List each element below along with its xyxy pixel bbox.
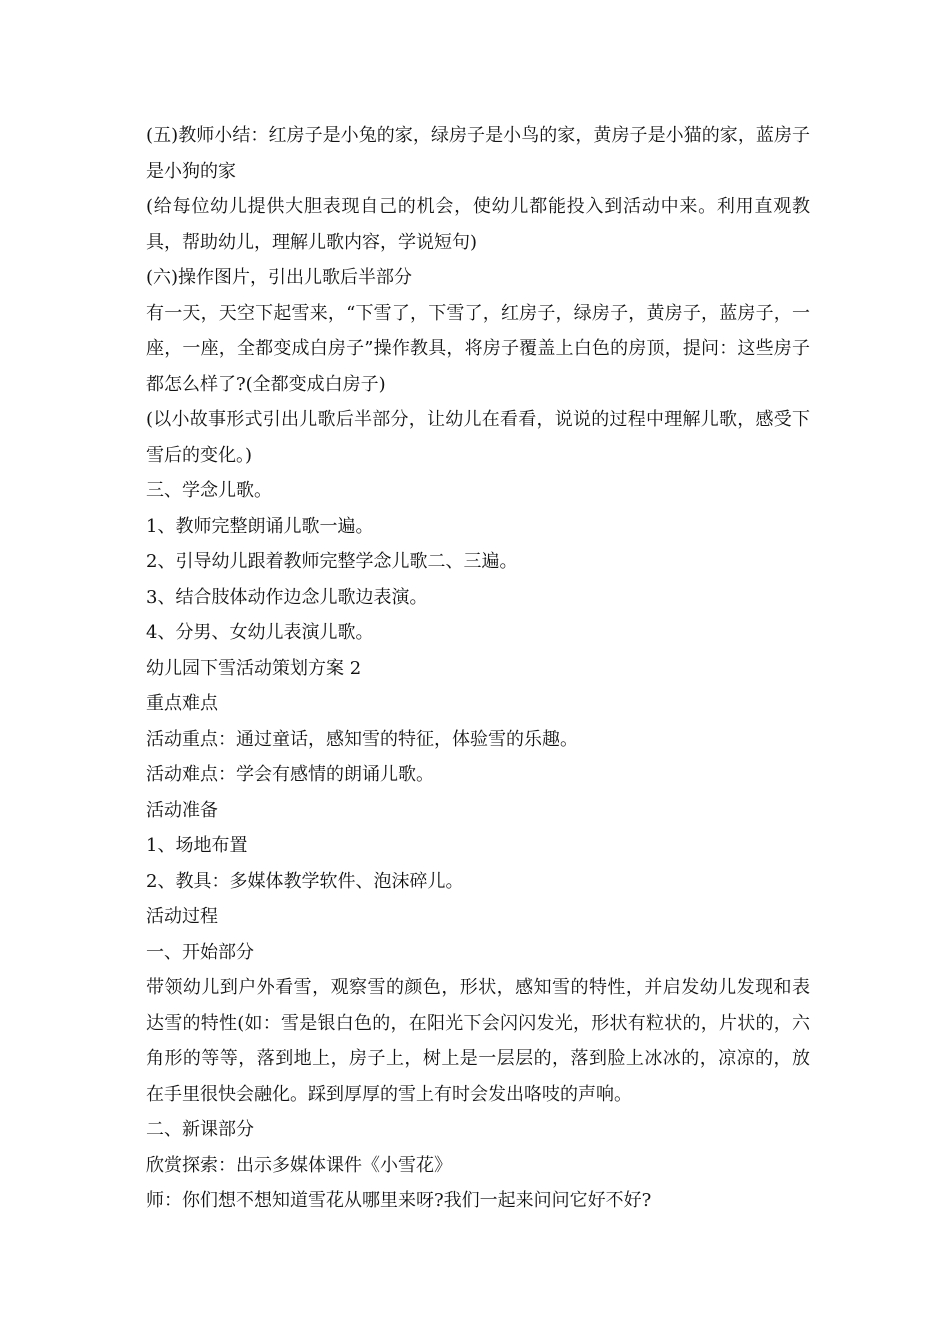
paragraph-snow-story: 有一天，天空下起雪来，“下雪了，下雪了，红房子，绿房子，黄房子，蓝房子，一座，一座，全都变成白房子”操作教具，将房子覆盖上白色的房顶，提问：这些房子都怎么样了?(全都变成白房子) [146,302,810,395]
paragraph-note-story: (以小故事形式引出儿歌后半部分，让幼儿在看看，说说的过程中理解儿歌，感受下雪后的变化。) [146,409,810,466]
section-heading-process: 活动过程 [146,906,218,927]
list-item-2: 2、引导幼儿跟着教师完整学念儿歌二、三遍。 [146,551,518,572]
section-heading-preparation: 活动准备 [146,799,218,821]
prep-item-2: 2、教具：多媒体教学软件、泡沫碎儿。 [146,870,464,892]
list-item-4: 4、分男、女幼儿表演儿歌。 [146,622,374,643]
paragraph-note-opportunity: (给每位幼儿提供大胆表现自己的机会，使幼儿都能投入到活动中来。利用直观教具，帮助幼儿，理解儿歌内容，学说短句) [146,196,810,253]
paragraph-activity-difficulty: 活动难点：学会有感情的朗诵儿歌。 [146,764,434,785]
paragraph-activity-focus: 活动重点：通过童话，感知雪的特征，体验雪的乐趣。 [146,728,578,750]
paragraph-operate-pictures: (六)操作图片，引出儿歌后半部分 [146,267,413,288]
section-heading-start: 一、开始部分 [146,941,254,963]
section-heading-key-points: 重点难点 [146,693,218,714]
section-heading-new-lesson: 二、新课部分 [146,1119,254,1140]
paragraph-observe-snow: 带领幼儿到户外看雪，观察雪的颜色，形状，感知雪的特性，并启发幼儿发现和表达雪的特性(如：雪是银白色的，在阳光下会闪闪发光，形状有粒状的，片状的，六角形的等等，落到地上，房子上，树上是一层层的，落到脸上冰冰的，凉凉的，放在手里很快会融化。踩到厚厚的雪上有时会发出咯吱的声响。 [146,977,810,1105]
paragraph-appreciate: 欣赏探索：出示多媒体课件《小雪花》 [146,1154,452,1176]
prep-item-1: 1、场地布置 [146,835,248,856]
section-heading-learn-rhyme: 三、学念儿歌。 [146,480,272,501]
plan-title-2: 幼儿园下雪活动策划方案 2 [146,657,362,679]
document-body [146,118,810,1219]
paragraph-teacher-summary: (五)教师小结：红房子是小兔的家，绿房子是小鸟的家，黄房子是小猫的家，蓝房子是小狗的家 [146,125,810,182]
list-item-3: 3、结合肢体动作边念儿歌边表演。 [146,586,428,608]
paragraph-teacher-question: 师：你们想不想知道雪花从哪里来呀?我们一起来问问它好不好? [146,1190,652,1211]
list-item-1: 1、教师完整朗诵儿歌一遍。 [146,515,374,537]
